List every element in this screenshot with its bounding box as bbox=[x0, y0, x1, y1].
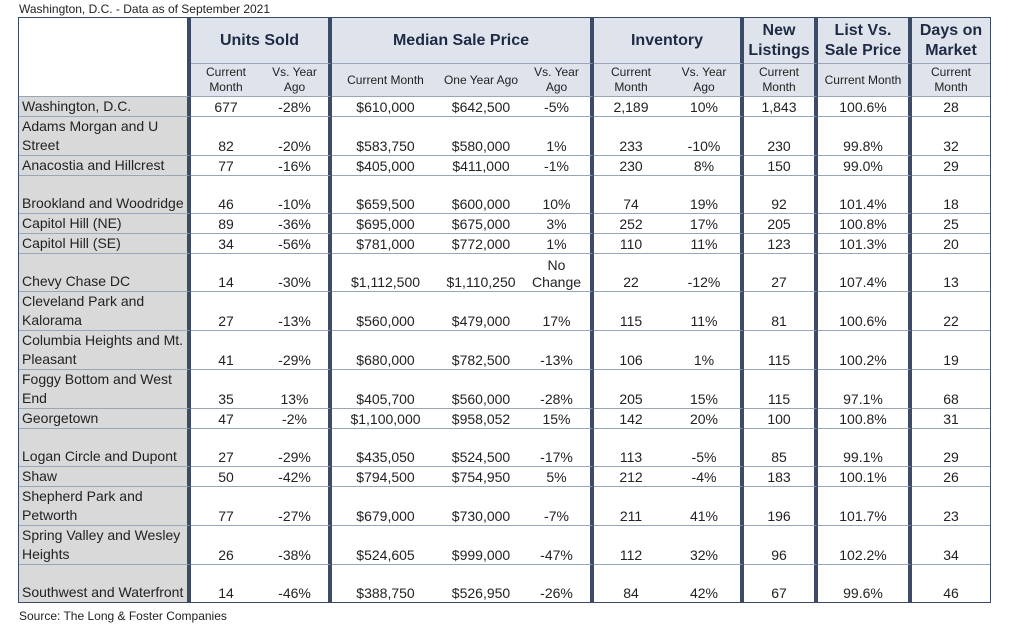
inventory-yoy-cell: 42% bbox=[668, 564, 744, 602]
table-row bbox=[19, 175, 990, 213]
area-name-cell: Capitol Hill (SE) bbox=[19, 233, 191, 253]
units-sold-cell: 14 bbox=[191, 564, 261, 602]
inventory-cell: 211 bbox=[594, 486, 668, 525]
table-row bbox=[19, 96, 990, 116]
units-sold-cell: 47 bbox=[191, 408, 261, 428]
units-yoy-cell: -30% bbox=[261, 253, 332, 291]
inventory-cell: 230 bbox=[594, 155, 668, 175]
median-prev-cell: $675,000 bbox=[439, 213, 523, 233]
inventory-cell: 22 bbox=[594, 253, 668, 291]
median-yoy-cell: 17% bbox=[523, 291, 594, 330]
inventory-yoy-cell: 19% bbox=[668, 175, 744, 213]
units-sold-cell: 34 bbox=[191, 233, 261, 253]
median-prev-cell: $411,000 bbox=[439, 155, 523, 175]
median-price-cell: $1,112,500 bbox=[332, 253, 439, 291]
days-on-market-cell: 32 bbox=[912, 116, 990, 155]
inventory-cell: 115 bbox=[594, 291, 668, 330]
units-yoy-cell: -2% bbox=[261, 408, 332, 428]
units-yoy-cell: -38% bbox=[261, 525, 332, 564]
median-yoy-cell: -1% bbox=[523, 155, 594, 175]
new-listings-cell: 115 bbox=[744, 330, 818, 369]
days-on-market-cell: 18 bbox=[912, 175, 990, 213]
median-yoy-cell: -26% bbox=[523, 564, 594, 602]
list-vs-sale-cell: 102.2% bbox=[818, 525, 912, 564]
days-on-market-cell: 20 bbox=[912, 233, 990, 253]
median-prev-cell: $1,110,250 bbox=[439, 253, 523, 291]
median-price-cell: $781,000 bbox=[332, 233, 439, 253]
table-row bbox=[19, 369, 990, 408]
table-row bbox=[19, 155, 990, 175]
days-on-market-cell: 29 bbox=[912, 155, 990, 175]
median-prev-cell: $782,500 bbox=[439, 330, 523, 369]
units-sold-cell: 677 bbox=[191, 96, 261, 116]
list-vs-sale-cell: 100.8% bbox=[818, 213, 912, 233]
table-row bbox=[19, 116, 990, 155]
median-yoy-cell: 1% bbox=[523, 116, 594, 155]
inventory-cell: 252 bbox=[594, 213, 668, 233]
median-yoy-cell: 10% bbox=[523, 175, 594, 213]
table-row bbox=[19, 213, 990, 233]
days-on-market-cell: 31 bbox=[912, 408, 990, 428]
median-yoy-cell bbox=[523, 253, 594, 291]
table-row bbox=[19, 466, 990, 486]
inventory-cell: 233 bbox=[594, 116, 668, 155]
median-price-cell: $583,750 bbox=[332, 116, 439, 155]
days-on-market-cell: 19 bbox=[912, 330, 990, 369]
area-name-cell: Cleveland Park and Kalorama bbox=[19, 291, 191, 330]
days-on-market-cell: 25 bbox=[912, 213, 990, 233]
median-yoy-cell: 1% bbox=[523, 233, 594, 253]
subheader-new-listings-current: Current Month bbox=[744, 64, 818, 96]
area-name-cell: Logan Circle and Dupont bbox=[19, 428, 191, 466]
inventory-cell: 142 bbox=[594, 408, 668, 428]
subheader-units-yoy: Vs. Year Ago bbox=[261, 64, 332, 96]
new-listings-cell: 27 bbox=[744, 253, 818, 291]
units-yoy-cell: -29% bbox=[261, 428, 332, 466]
units-yoy-cell: -28% bbox=[261, 96, 332, 116]
units-sold-cell: 77 bbox=[191, 486, 261, 525]
new-listings-cell: 1,843 bbox=[744, 96, 818, 116]
units-sold-cell: 89 bbox=[191, 213, 261, 233]
median-price-cell: $610,000 bbox=[332, 96, 439, 116]
median-prev-cell: $524,500 bbox=[439, 428, 523, 466]
median-yoy-cell: -17% bbox=[523, 428, 594, 466]
inventory-yoy-cell: 1% bbox=[668, 330, 744, 369]
area-name-cell: Adams Morgan and U Street bbox=[19, 116, 191, 155]
inventory-cell: 106 bbox=[594, 330, 668, 369]
area-name-cell: Chevy Chase DC bbox=[19, 253, 191, 291]
inventory-yoy-cell: 41% bbox=[668, 486, 744, 525]
header-list-vs-sale-price: List Vs. Sale Price bbox=[818, 18, 912, 64]
median-price-cell: $405,000 bbox=[332, 155, 439, 175]
subheader-inventory-current: Current Month bbox=[594, 64, 668, 96]
units-yoy-cell: -20% bbox=[261, 116, 332, 155]
median-prev-cell: $479,000 bbox=[439, 291, 523, 330]
units-sold-cell: 27 bbox=[191, 428, 261, 466]
units-yoy-cell: -16% bbox=[261, 155, 332, 175]
table-row bbox=[19, 564, 990, 602]
new-listings-cell: 123 bbox=[744, 233, 818, 253]
median-price-cell: $695,000 bbox=[332, 213, 439, 233]
list-vs-sale-cell: 101.4% bbox=[818, 175, 912, 213]
median-price-cell: $388,750 bbox=[332, 564, 439, 602]
median-prev-cell: $600,000 bbox=[439, 175, 523, 213]
units-sold-cell: 35 bbox=[191, 369, 261, 408]
table-caption: Washington, D.C. - Data as of September 2021 bbox=[19, 2, 271, 16]
subheader-dom-current: Current Month bbox=[912, 64, 990, 96]
area-name-cell: Capitol Hill (NE) bbox=[19, 213, 191, 233]
units-yoy-cell: -42% bbox=[261, 466, 332, 486]
median-price-cell: $405,700 bbox=[332, 369, 439, 408]
area-name-cell: Spring Valley and Wesley Heights bbox=[19, 525, 191, 564]
header-median-sale-price: Median Sale Price bbox=[332, 18, 594, 64]
median-price-cell: $659,500 bbox=[332, 175, 439, 213]
inventory-yoy-cell: -12% bbox=[668, 253, 744, 291]
inventory-yoy-cell: 11% bbox=[668, 291, 744, 330]
units-yoy-cell: -13% bbox=[261, 291, 332, 330]
area-name-cell: Brookland and Woodridge bbox=[19, 175, 191, 213]
median-prev-cell: $730,000 bbox=[439, 486, 523, 525]
header-inventory: Inventory bbox=[594, 18, 744, 64]
new-listings-cell: 230 bbox=[744, 116, 818, 155]
new-listings-cell: 81 bbox=[744, 291, 818, 330]
subheader-median-prev: One Year Ago bbox=[439, 64, 523, 96]
subheader-inventory-yoy: Vs. Year Ago bbox=[668, 64, 744, 96]
median-prev-cell: $560,000 bbox=[439, 369, 523, 408]
median-yoy-cell: -13% bbox=[523, 330, 594, 369]
list-vs-sale-cell: 97.1% bbox=[818, 369, 912, 408]
inventory-yoy-cell: 15% bbox=[668, 369, 744, 408]
median-price-cell: $1,100,000 bbox=[332, 408, 439, 428]
subheader-list-vs-sale-current: Current Month bbox=[818, 64, 912, 96]
units-sold-cell: 26 bbox=[191, 525, 261, 564]
area-name-cell: Anacostia and Hillcrest bbox=[19, 155, 191, 175]
median-prev-cell: $754,950 bbox=[439, 466, 523, 486]
units-yoy-cell: 13% bbox=[261, 369, 332, 408]
inventory-yoy-cell: 32% bbox=[668, 525, 744, 564]
table-row bbox=[19, 291, 990, 330]
area-name-cell: Washington, D.C. bbox=[19, 96, 191, 116]
sub-header-row bbox=[19, 64, 990, 96]
table-row bbox=[19, 525, 990, 564]
units-sold-cell: 46 bbox=[191, 175, 261, 213]
header-days-on-market: Days on Market bbox=[912, 18, 990, 64]
days-on-market-cell: 68 bbox=[912, 369, 990, 408]
days-on-market-cell: 28 bbox=[912, 96, 990, 116]
inventory-yoy-cell: 8% bbox=[668, 155, 744, 175]
median-price-cell: $680,000 bbox=[332, 330, 439, 369]
area-name-cell: Shepherd Park and Petworth bbox=[19, 486, 191, 525]
units-sold-cell: 14 bbox=[191, 253, 261, 291]
subheader-median-yoy: Vs. Year Ago bbox=[523, 64, 594, 96]
median-price-cell: $679,000 bbox=[332, 486, 439, 525]
list-vs-sale-cell: 100.2% bbox=[818, 330, 912, 369]
median-price-cell: $435,050 bbox=[332, 428, 439, 466]
inventory-cell: 212 bbox=[594, 466, 668, 486]
group-header-row bbox=[19, 18, 990, 64]
new-listings-cell: 85 bbox=[744, 428, 818, 466]
median-prev-cell: $642,500 bbox=[439, 96, 523, 116]
inventory-cell: 74 bbox=[594, 175, 668, 213]
new-listings-cell: 150 bbox=[744, 155, 818, 175]
inventory-cell: 205 bbox=[594, 369, 668, 408]
table-row bbox=[19, 408, 990, 428]
inventory-cell: 84 bbox=[594, 564, 668, 602]
area-name-cell: Georgetown bbox=[19, 408, 191, 428]
median-prev-cell: $958,052 bbox=[439, 408, 523, 428]
inventory-yoy-cell: 17% bbox=[668, 213, 744, 233]
days-on-market-cell: 34 bbox=[912, 525, 990, 564]
units-yoy-cell: -56% bbox=[261, 233, 332, 253]
inventory-yoy-cell: 10% bbox=[668, 96, 744, 116]
median-prev-cell: $999,000 bbox=[439, 525, 523, 564]
market-data-table bbox=[18, 17, 991, 603]
source-note: Source: The Long & Foster Companies bbox=[19, 609, 227, 623]
new-listings-cell: 196 bbox=[744, 486, 818, 525]
area-name-cell: Columbia Heights and Mt. Pleasant bbox=[19, 330, 191, 369]
median-prev-cell: $526,950 bbox=[439, 564, 523, 602]
area-name-cell: Foggy Bottom and West End bbox=[19, 369, 191, 408]
inventory-yoy-cell: 11% bbox=[668, 233, 744, 253]
area-name-cell: Southwest and Waterfront bbox=[19, 564, 191, 602]
market-table-wrapper bbox=[18, 17, 991, 603]
list-vs-sale-cell: 99.0% bbox=[818, 155, 912, 175]
median-yoy-cell: -28% bbox=[523, 369, 594, 408]
list-vs-sale-cell: 100.8% bbox=[818, 408, 912, 428]
inventory-cell: 113 bbox=[594, 428, 668, 466]
new-listings-cell: 92 bbox=[744, 175, 818, 213]
median-yoy-cell: 5% bbox=[523, 466, 594, 486]
new-listings-cell: 115 bbox=[744, 369, 818, 408]
median-yoy-cell: 15% bbox=[523, 408, 594, 428]
new-listings-cell: 205 bbox=[744, 213, 818, 233]
median-yoy-cell: -47% bbox=[523, 525, 594, 564]
units-yoy-cell: -27% bbox=[261, 486, 332, 525]
new-listings-cell: 96 bbox=[744, 525, 818, 564]
table-row bbox=[19, 253, 990, 291]
units-yoy-cell: -10% bbox=[261, 175, 332, 213]
median-prev-cell: $772,000 bbox=[439, 233, 523, 253]
inventory-yoy-cell: 20% bbox=[668, 408, 744, 428]
units-yoy-cell: -46% bbox=[261, 564, 332, 602]
list-vs-sale-cell: 99.1% bbox=[818, 428, 912, 466]
area-name-cell: Shaw bbox=[19, 466, 191, 486]
median-yoy-cell: -7% bbox=[523, 486, 594, 525]
units-yoy-cell: -29% bbox=[261, 330, 332, 369]
list-vs-sale-cell: 100.6% bbox=[818, 96, 912, 116]
inventory-cell: 112 bbox=[594, 525, 668, 564]
new-listings-cell: 67 bbox=[744, 564, 818, 602]
corner-cell bbox=[19, 18, 191, 64]
subheader-units-current: Current Month bbox=[191, 64, 261, 96]
median-prev-cell: $580,000 bbox=[439, 116, 523, 155]
inventory-cell: 110 bbox=[594, 233, 668, 253]
inventory-yoy-cell: -4% bbox=[668, 466, 744, 486]
days-on-market-cell: 23 bbox=[912, 486, 990, 525]
table-row bbox=[19, 486, 990, 525]
list-vs-sale-cell: 99.6% bbox=[818, 564, 912, 602]
median-yoy-cell: -5% bbox=[523, 96, 594, 116]
units-sold-cell: 50 bbox=[191, 466, 261, 486]
median-yoy-cell: 3% bbox=[523, 213, 594, 233]
median-price-cell: $524,605 bbox=[332, 525, 439, 564]
units-sold-cell: 41 bbox=[191, 330, 261, 369]
list-vs-sale-cell: 107.4% bbox=[818, 253, 912, 291]
table-row bbox=[19, 428, 990, 466]
inventory-cell: 2,189 bbox=[594, 96, 668, 116]
inventory-yoy-cell: -10% bbox=[668, 116, 744, 155]
units-sold-cell: 82 bbox=[191, 116, 261, 155]
header-new-listings: New Listings bbox=[744, 18, 818, 64]
median-price-cell: $560,000 bbox=[332, 291, 439, 330]
days-on-market-cell: 29 bbox=[912, 428, 990, 466]
list-vs-sale-cell: 100.6% bbox=[818, 291, 912, 330]
days-on-market-cell: 22 bbox=[912, 291, 990, 330]
units-sold-cell: 27 bbox=[191, 291, 261, 330]
new-listings-cell: 100 bbox=[744, 408, 818, 428]
days-on-market-cell: 46 bbox=[912, 564, 990, 602]
corner-cell-lower bbox=[19, 64, 191, 96]
units-yoy-cell: -36% bbox=[261, 213, 332, 233]
subheader-median-current: Current Month bbox=[332, 64, 439, 96]
new-listings-cell: 183 bbox=[744, 466, 818, 486]
table-row bbox=[19, 330, 990, 369]
inventory-yoy-cell: -5% bbox=[668, 428, 744, 466]
list-vs-sale-cell: 100.1% bbox=[818, 466, 912, 486]
no-change-label: No Change bbox=[531, 257, 582, 290]
median-price-cell: $794,500 bbox=[332, 466, 439, 486]
list-vs-sale-cell: 101.3% bbox=[818, 233, 912, 253]
days-on-market-cell: 13 bbox=[912, 253, 990, 291]
header-units-sold: Units Sold bbox=[191, 18, 332, 64]
list-vs-sale-cell: 101.7% bbox=[818, 486, 912, 525]
list-vs-sale-cell: 99.8% bbox=[818, 116, 912, 155]
days-on-market-cell: 26 bbox=[912, 466, 990, 486]
units-sold-cell: 77 bbox=[191, 155, 261, 175]
table-row bbox=[19, 233, 990, 253]
